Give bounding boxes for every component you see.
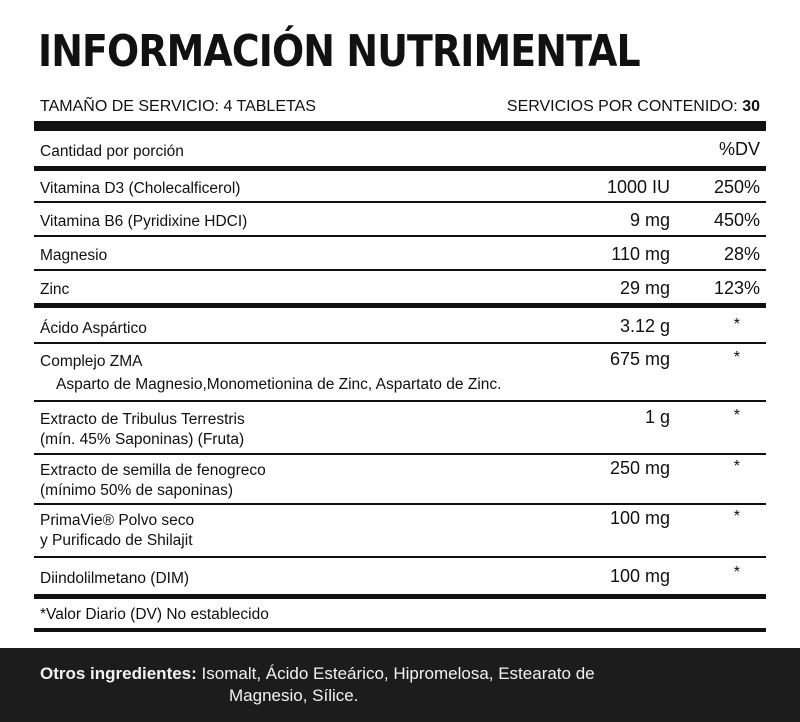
table-row — [34, 558, 766, 594]
table-row — [34, 308, 766, 342]
nutrient-sub-ingredients: Asparto de Magnesio,Monometionina de Zinc, Aspartato de Zinc. — [56, 376, 502, 393]
serving-size: TAMAÑO DE SERVICIO: 4 TABLETAS — [40, 98, 316, 115]
nutrient-amount: 100 mg — [609, 508, 670, 528]
nutrient-dv: 250% — [713, 177, 760, 197]
table-row — [34, 455, 766, 503]
nutrient-dv: * — [733, 407, 740, 424]
nutrient-dv: * — [733, 316, 740, 333]
table-row — [34, 237, 766, 269]
nutrient-amount: 675 mg — [609, 349, 670, 369]
nutrient-name-detail: (mínimo 50% de saponinas) — [40, 482, 233, 499]
footnote-row — [34, 599, 766, 628]
table-row — [34, 402, 766, 453]
nutrient-dv: 28% — [723, 244, 760, 264]
other-ingredients-line2: Magnesio, Sílice. — [229, 686, 359, 705]
nutrient-name: Vitamina D3 (Cholecalficerol) — [40, 180, 241, 197]
amount-per-serving-label: Cantidad por porción — [40, 143, 184, 160]
nutrient-amount: 9 mg — [629, 210, 670, 230]
other-ingredients-label: Otros ingredientes: — [40, 664, 197, 683]
servings-per-container: SERVICIOS POR CONTENIDO: 30 — [506, 98, 760, 115]
nutrient-amount: 250 mg — [609, 458, 670, 478]
nutrient-name: Zinc — [40, 281, 70, 298]
nutrient-name: Magnesio — [40, 247, 108, 264]
nutrient-dv: * — [733, 458, 740, 475]
table-row — [34, 203, 766, 235]
other-ingredients — [40, 663, 740, 707]
servings-value: 30 — [742, 98, 760, 115]
nutrient-name-detail: (mín. 45% Saponinas) (Fruta) — [40, 431, 245, 448]
nutrient-dv: 450% — [713, 210, 760, 230]
nutrient-dv: * — [733, 564, 740, 581]
nutrient-dv: * — [733, 508, 740, 525]
page-title: INFORMACIÓN NUTRIMENTAL — [38, 26, 640, 77]
divider-bottom — [34, 628, 766, 632]
nutrient-name: Vitamina B6 (Pyridixine HDCI) — [40, 213, 248, 230]
nutrient-amount: 1000 IU — [606, 177, 670, 197]
nutrient-amount: 110 mg — [611, 244, 670, 264]
nutrient-name: Extracto de semilla de fenogreco — [40, 462, 266, 479]
nutrient-name: Ácido Aspártico — [40, 320, 147, 337]
footnote: *Valor Diario (DV) No establecido — [40, 606, 269, 623]
nutrient-amount: 29 mg — [619, 278, 670, 298]
table-row — [34, 271, 766, 303]
nutrient-name: Complejo ZMA — [40, 353, 143, 370]
nutrient-name: Diindolilmetano (DIM) — [40, 570, 190, 587]
table-row — [34, 171, 766, 201]
table-row — [34, 344, 766, 400]
serving-info — [40, 98, 760, 116]
nutrient-name-detail: y Purificado de Shilajit — [40, 532, 193, 549]
divider-top — [34, 121, 766, 131]
other-ingredients-line1: Isomalt, Ácido Esteárico, Hipromelosa, Estearato de — [201, 664, 595, 683]
table-row — [34, 505, 766, 556]
table-header — [34, 131, 766, 166]
nutrient-dv: 123% — [713, 278, 760, 298]
nutrient-amount: 100 mg — [609, 566, 670, 586]
nutrient-name: Extracto de Tribulus Terrestris — [40, 411, 245, 428]
dv-header: %DV — [718, 139, 760, 159]
nutrient-amount: 3.12 g — [619, 316, 670, 336]
nutrient-amount: 1 g — [644, 407, 670, 427]
nutrient-dv: * — [733, 349, 740, 366]
nutrient-name: PrimaVie® Polvo seco — [40, 512, 195, 529]
